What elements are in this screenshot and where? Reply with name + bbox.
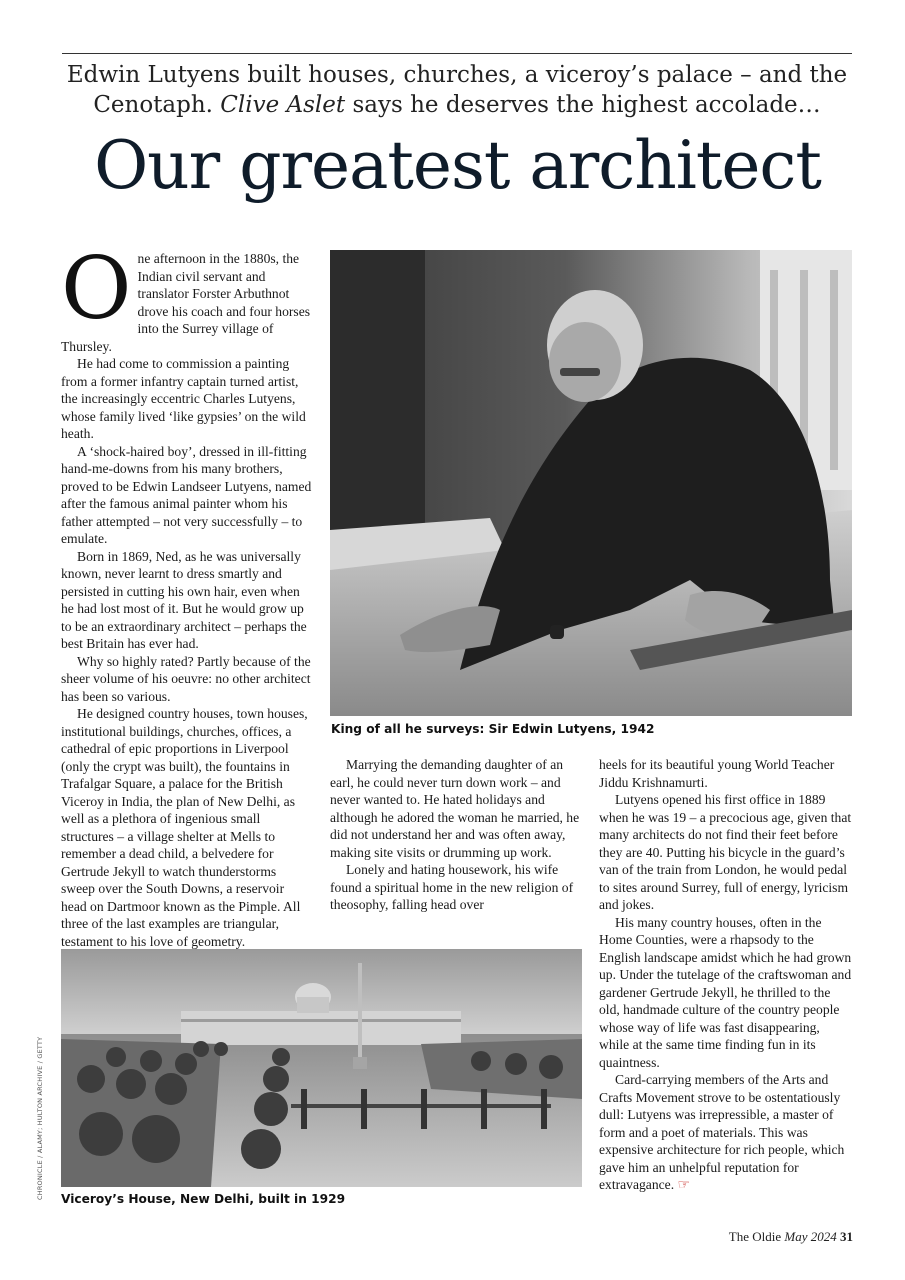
paragraph (599, 1071, 852, 1195)
paragraph: Why so highly rated? Partly because of the sheer volume of his oeuvre: no other architect has been so various. (61, 653, 311, 704)
paragraph: A ‘shock-haired boy’, dressed in ill-fitting hand-me-downs from his many brothers, proved to be Edwin Landseer Lutyens, named after the famous animal painter whom his father attempted – not very successfully – to emulate. (61, 443, 312, 546)
end-mark-icon: ☞ (677, 1178, 691, 1193)
portrait-caption: King of all he surveys: Sir Edwin Lutyens, 1942 (331, 722, 655, 736)
paragraph: Lutyens opened his first office in 1889 when he was 19 – a precocious age, given that many architects do not find their feet before they are 40. Putting his bicycle in the guard’s van of the train from London, he would pedal to sites around Surrey, full of energy, lyricism and jokes. (599, 792, 852, 912)
paragraph: He had come to commission a painting from a former infantry captain turned artist, the increasingly eccentric Charles Lutyens, whose family lived ‘like gypsies’ on the wild heath. (61, 356, 306, 441)
delhi-photo (61, 949, 582, 1187)
photo-credit: CHRONICLE / ALAMY; HULTON ARCHIVE / GETTY (36, 1036, 44, 1200)
drop-cap: O (61, 239, 132, 339)
issue-date: May 2024 (784, 1229, 837, 1244)
delhi-caption: Viceroy’s House, New Delhi, built in 1929 (61, 1192, 346, 1206)
paragraph: Lonely and hating housework, his wife found a spiritual home in the new religion of theosophy, falling head over (330, 862, 574, 912)
standfirst-pre: Cenotaph. (93, 92, 221, 118)
delhi-photo-image (61, 949, 582, 1187)
standfirst-line-1: Edwin Lutyens built houses, churches, a viceroy’s palace – and the (66, 62, 848, 88)
paragraph: Born in 1869, Ned, as he was universally known, never learnt to dress smartly and persisted in cutting his own hair, even when he had lost most of it. But he would grow up to be an extraordinary architect – perhaps the best Britain has ever had. (61, 548, 307, 651)
portrait-photo (330, 250, 852, 716)
paragraph: Marrying the demanding daughter of an earl, he could never turn down work – and never wanted to. He hated holidays and although he adored the woman he married, he did not understand her and was often away, making site visits or drumming up work. (330, 757, 580, 860)
paragraph: He designed country houses, town houses, institutional buildings, churches, offices, a cathedral of epic proportions in Liverpool (only the crypt was built), the fountains in Trafalgar Square, a palace for the British Viceroy in India, the plan of New Delhi, as well as a plethora of ingenious small structures – a village shelter at Mells to remember a dead child, a belvedere for Gertrude Jekyll to watch thunderstorms sweep over the South Downs, a reservoir head on Dartmoor known as the Pimple. All three of the last examples are triangular, testament to his love of geometry. (61, 706, 308, 949)
standfirst-post: says he deserves the highest accolade… (345, 92, 821, 118)
page-number: 31 (840, 1229, 853, 1244)
article-column-3 (599, 756, 852, 1195)
folio (729, 1229, 853, 1245)
headline: Our greatest architect (94, 127, 821, 204)
paragraph-text: Card-carrying members of the Arts and Crafts Movement strove to be ostentatiously dull: Lutyens was irrepressible, a master of form and a poet of materials. This was expensive architecture for rich people, which gave him an unhelpful reputation for extravagance. (599, 1072, 845, 1192)
standfirst-line-2 (62, 90, 852, 120)
paragraph: His many country houses, often in the Home Counties, were a rhapsody to the English landscape amidst which he had grown up. Under the tutelage of the craftswoman and gardener Gertrude Jekyll, he thrilled to the old, handmade culture of the country people whose way of life was fast disappearing, while at the same time finding fun in its quaintness. (599, 914, 852, 1070)
article-column-1 (61, 239, 313, 950)
author-name: Clive Aslet (220, 92, 346, 118)
portrait-photo-image (330, 250, 852, 716)
standfirst (62, 60, 852, 120)
article-column-2 (330, 756, 582, 914)
magazine-name: The Oldie (728, 1229, 785, 1244)
paragraph-text: ne afternoon in the 1880s, the Indian civil servant and translator Forster Arbuthnot drove his coach and four horses into the Surrey village of Thursley. (61, 251, 311, 354)
top-rule (62, 53, 852, 54)
paragraph: heels for its beautiful young World Teacher Jiddu Krishnamurti. (599, 757, 835, 790)
paragraph (61, 239, 313, 355)
